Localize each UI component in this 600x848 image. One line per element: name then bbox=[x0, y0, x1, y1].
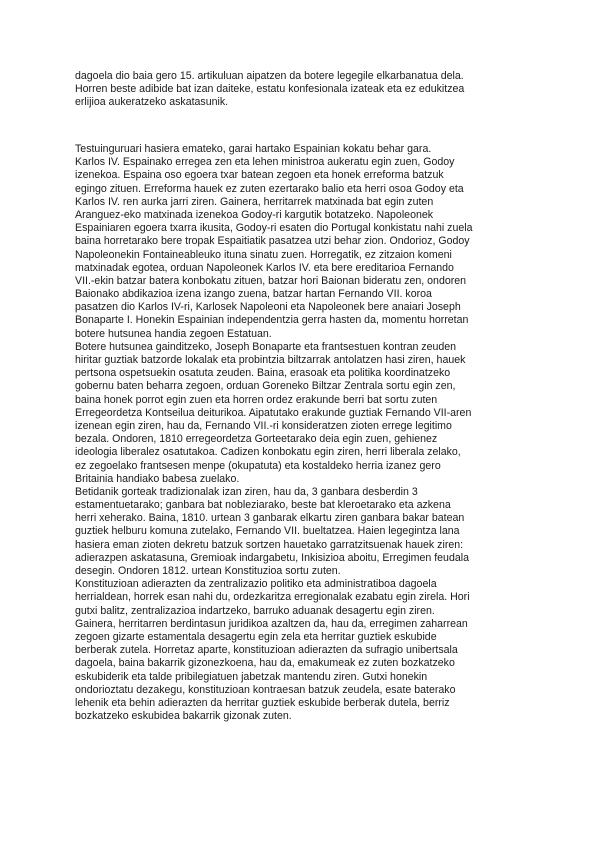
text-line: Baionako abdikazioa izena izango zuena, batzar hartan Fernando VII. koroa bbox=[75, 288, 432, 301]
text-line: bozkatzeko eskubidea bakarrik gizonak zuten. bbox=[75, 710, 292, 723]
text-line: gutxi balitz, zentralizazioa indartzeko, barruko aduanak desagertu egin ziren. bbox=[75, 604, 435, 617]
text-line: bezala. Ondoren, 1810 erregeordetza Gorteetarako deia egin zuen, gehienez bbox=[75, 433, 438, 446]
text-line: Karlos IV. ren aurka jarri ziren. Gainera, herritarrek matxinada bat egin zuten bbox=[75, 195, 434, 208]
intro-paragraph bbox=[75, 70, 535, 110]
text-line: guztiek helburu komuna zutelako, Fernando VII. bueltatzea. Haien legegintza lana bbox=[75, 525, 460, 538]
text-line: botere hutsunea handia zegoen Estatuan. bbox=[75, 327, 272, 340]
text-line: Espainiaren egoera txarra ikusita, Godoy-ri esaten dio Portugal konkistatu nahi zuela bbox=[75, 222, 473, 235]
text-line: hasiera eman zioten dekretu batzuk sortzen hauetako garratzitsuenak hauek ziren: bbox=[75, 538, 464, 551]
text-line: gobernu baten beharra zegoen, orduan Goreneko Biltzar Zentrala sortu egin zen, bbox=[75, 380, 456, 393]
text-line: baina horretarako bere tropak Espaitiatik pasatzea utzi behar zion. Ondorioz, Godoy bbox=[75, 235, 470, 248]
text-line: eskubiderik eta talde pribilegiatuen jabetzak mantendu ziren. Gutxi honekin bbox=[75, 670, 428, 683]
text-line: Karlos IV. Espainako erregea zen eta lehen ministroa aukeratu egin zuen, Godoy bbox=[75, 156, 455, 169]
main-text-body bbox=[75, 143, 535, 723]
text-line: Testuinguruari hasiera emateko, garai hartako Espainian kokatu behar gara. bbox=[75, 143, 432, 155]
text-line: hiritar guztiak batzorde lokalak eta probintzia biltzarrak antolatzen hasi ziren, hauek bbox=[75, 354, 466, 366]
text-line: matxinadak egotea, orduan Napoleonek Karlos IV. eta bere ereditarioa Fernando bbox=[75, 261, 454, 274]
text-line: desegin. Ondoren 1812. urtean Konstituzioa sortu zuten. bbox=[75, 565, 341, 577]
text-line: zegoen gizarte estamentala desagertu egin zela eta herritar guztiek eskubide bbox=[75, 630, 437, 643]
text-line: Botere hutsunea gainditzeko, Joseph Bonaparte eta frantsestuen kontran zeuden bbox=[75, 340, 457, 353]
text-line: izenean egin ziren, hau da, Fernando VII.-ri konsideratzen zioten errege legitimo bbox=[75, 419, 452, 432]
text-line: Napoleonekin Fontaineableuko ituna sinatu zuen. Horregatik, ez zitzaion komeni bbox=[75, 248, 452, 261]
text-line: Gainera, herritarren berdintasun juridikoa azaltzen da, hau da, erregimen zaharrean bbox=[75, 617, 468, 630]
text-line: dagoela dio baia gero 15. artikuluan aipatzen da botere legegile elkarbanatua dela. bbox=[75, 70, 464, 82]
text-line: estamentuetarako; ganbara bat nobleziarako, beste bat kleroetarako eta azkena bbox=[75, 499, 451, 512]
text-line: Konstituzioan adierazten da zentralizazio politiko eta administratiboa dagoela bbox=[75, 578, 437, 591]
text-line: pertsona ospetsuekin osatuta zeuden. Baina, erasoak eta politika koordinatzeko bbox=[75, 367, 451, 380]
text-line: izenekoa. Espaina oso egoera txar batean zegoen eta honek erreforma batzuk bbox=[75, 169, 444, 182]
text-line: pasatzen dio Karlos IV-ri, Karlosek Napoleoni eta Napoleonek bere anaiari Joseph bbox=[75, 301, 461, 314]
text-line: VII.-ekin batzar batera konbokatu zituen, batzar hori Baionan bideratu zen, ondoren bbox=[75, 274, 467, 287]
text-line: Horren beste adibide bat izan daiteke, estatu konfesionala izateak eta ez edukitzea bbox=[75, 83, 465, 96]
text-line: Bonaparte I. Honekin Espainian independentzia gerra hasten da, momentu horretan bbox=[75, 314, 469, 327]
text-line: ideologia liberalez osatutakoa. Cadizen konbokatu egin ziren, herri liberala zelako, bbox=[75, 446, 461, 459]
text-line: herrialdean, horrek esan nahi du, ordezkaritza erregionalak ezabatu egin zirela. Hori bbox=[75, 591, 470, 604]
text-line: adierazpen askatasuna, Gremioak indargabetu, Inkisizioa aboitu, Erregimen feudala bbox=[75, 551, 469, 564]
text-line: lehenik eta behin adierazten da herritar guztiek eskubide berberak dutela, berriz bbox=[75, 696, 450, 709]
text-line: Britainia handiako babesa zuelako. bbox=[75, 472, 240, 485]
text-line: baina honek porrot egin zuen eta horren ordez erakunde berri bat sortu zuten bbox=[75, 393, 438, 406]
text-line: erlijioa aukeratzeko askatasunik. bbox=[75, 96, 229, 109]
text-line: ez zegoelako frantsesen menpe (okupatuta) eta kostaldeko herria izanez gero bbox=[75, 459, 441, 472]
text-line: berberak zutela. Horretaz aparte, konstituzioan adierazten da sufragio unibertsala bbox=[75, 644, 458, 657]
text-line: Betidanik gorteak tradizionalak izan ziren, hau da, 3 ganbara desberdin 3 bbox=[75, 485, 418, 498]
text-line: egingo zituen. Erreforma hauek ez zuten ezertarako balio eta herri osoa Godoy eta bbox=[75, 182, 464, 195]
text-line: Aranguez-eko matxinada izenekoa Godoy-ri kargutik botatzeko. Napoleonek bbox=[75, 208, 434, 221]
text-line: herri xeherako. Baina, 1810. urtean 3 ganbarak elkartu ziren ganbara bakar batean bbox=[75, 512, 465, 525]
text-line: ondorioztatu dezakegu, konstituzioan kontraesan batzuk zeudela, esate baterako bbox=[75, 683, 456, 696]
text-line: Erregeordetza Kontseilua deiturikoa. Aipatutako erakunde guztiak Fernando VII-aren bbox=[75, 406, 472, 419]
text-line: dagoela, baina bakarrik gizonezkoena, hau da, emakumeak ez zuten bozkatzeko bbox=[75, 657, 455, 670]
